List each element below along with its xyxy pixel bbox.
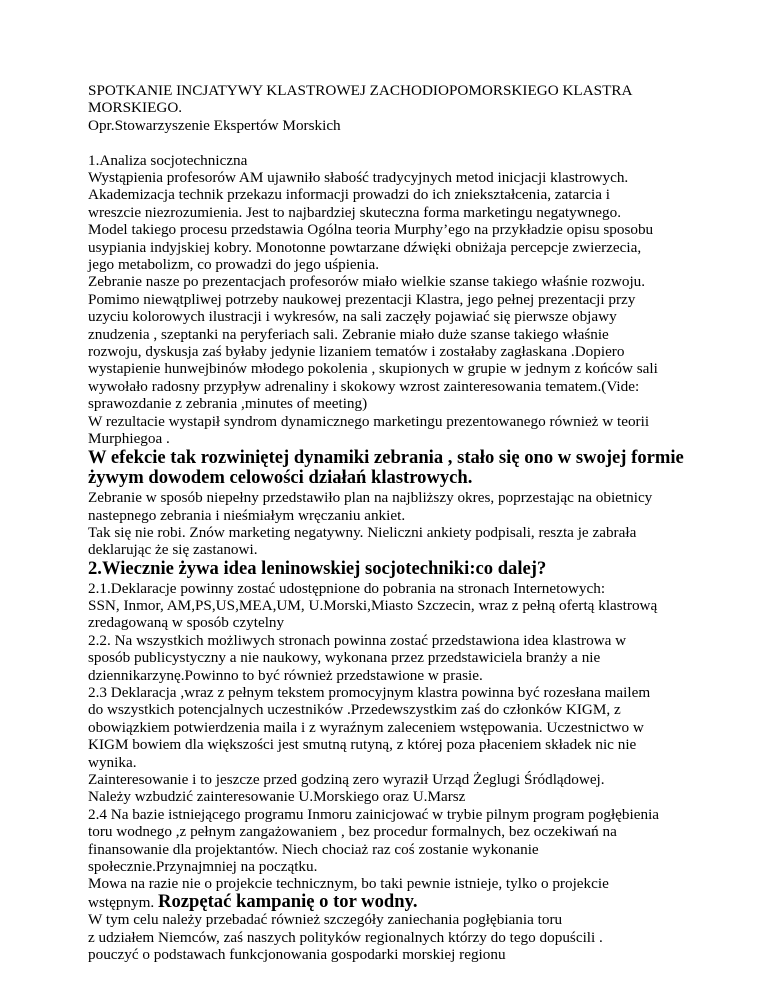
section-2-item-2 bbox=[88, 632, 728, 684]
document-title bbox=[88, 82, 728, 117]
section-1-paragraph-1 bbox=[88, 169, 728, 273]
text-line: zredagowaną w sposób czytelny bbox=[88, 614, 285, 632]
heading-line: W efekcie tak rozwiniętej dynamiki zebrania , stało się ono w swojej formie bbox=[88, 446, 684, 468]
text-line: dziennikarzynę.Powinno to być również przedstawione w prasie. bbox=[88, 666, 483, 684]
bold-heading bbox=[88, 448, 728, 490]
text-line: Mowa na razie nie o projekcie technicznym, bo taki pewnie istnieje, tylko o projekcie bbox=[88, 875, 609, 893]
heading-line: żywym dowodem celowości działań klastrowych. bbox=[88, 467, 473, 489]
text-line: sprawozdanie z zebrania ,minutes of meeting) bbox=[88, 395, 368, 413]
text-line: wreszcie niezrozumienia. Jest to najbardziej skuteczna forma marketingu negatywnego. bbox=[88, 203, 622, 221]
text-line: znudzenia , szeptanki na peryferiach sali. Zebranie miało duże szanse takiego właśnie bbox=[88, 325, 609, 343]
text-line: Zebranie w sposób niepełny przedstawiło plan na najbliższy okres, poprzestając na obietnicy bbox=[88, 489, 653, 507]
text-line: deklarując że się zastanowi. bbox=[88, 541, 258, 559]
text-line: finansowanie dla projektantów. Niech chociaż raz coś zostanie wykonanie bbox=[88, 840, 539, 858]
text-line: pouczyć o podstawach funkcjonowania gospodarki morskiej regionu bbox=[88, 946, 506, 964]
text-line: Tak się nie robi. Znów marketing negatywny. Nieliczni ankiety podpisali, reszta je zabrała bbox=[88, 523, 637, 541]
text-line: nastepnego zebrania i nieśmiałym wręczaniu ankiet. bbox=[88, 506, 406, 524]
section-2-final bbox=[88, 911, 728, 963]
text-line: sposób publicystyczny a nie naukowy, wykonana przez przedstawiciela branży a nie bbox=[88, 649, 601, 667]
text-fragment: wstępnym. bbox=[88, 893, 159, 911]
text-line: społecznie.Przynajmniej na początku. bbox=[88, 858, 318, 876]
text-line: KIGM bowiem dla większości jest smutną rutyną, z której poza płaceniem składek nic nie bbox=[88, 736, 637, 754]
blank-line bbox=[88, 134, 728, 151]
text-line: 2.1.Deklaracje powinny zostać udostępnione do pobrania na stronach Internetowych: bbox=[88, 579, 606, 597]
mixed-line bbox=[88, 890, 728, 912]
text-line: Należy wzbudzić zainteresowanie U.Morskiego oraz U.Marsz bbox=[88, 788, 466, 806]
text-line: Akademizacja technik przekazu informacji prowadzi do ich zniekształcenia, zatarcia i bbox=[88, 186, 611, 204]
text-line: wywołało radosny przypływ adrenaliny i skokowy wzrost zainteresowania tematem.(Vide: bbox=[88, 377, 640, 395]
text-line: wynika. bbox=[88, 753, 137, 771]
bold-callout: Rozpętać kampanię o tor wodny. bbox=[158, 890, 418, 912]
text-line: wystapienie hunwejbinów młodego pokolenia , skupionych w grupie w jednym z końców sali bbox=[88, 360, 658, 378]
section-1-paragraph-5 bbox=[88, 524, 728, 559]
text-line: Murphiegoa . bbox=[88, 430, 170, 448]
text-line: obowiązkiem potwierdzenia maila i z wyraźnym zaleceniem wstępowania. Uczestnictwo w bbox=[88, 718, 644, 736]
text-line: Wystąpienia profesorów AM ujawniło słabość tradycyjnych metod inicjacji klastrowych. bbox=[88, 169, 629, 187]
text-line: W tym celu należy przebadać również szczegóły zaniechania pogłębiania toru bbox=[88, 911, 563, 929]
author-line: Opr.Stowarzyszenie Ekspertów Morskich bbox=[88, 116, 341, 134]
section-1-paragraph-3 bbox=[88, 413, 728, 448]
section-2-title: 2.Wiecznie żywa idea leninowskiej socjotechniki:co dalej? bbox=[88, 557, 547, 579]
text-line: Pomimo niewątpliwej potrzeby naukowej prezentacji Klastra, jego pełnej prezentacji przy bbox=[88, 290, 636, 308]
text-line: toru wodnego ,z pełnym zangażowaniem , bez procedur formalnych, bez oczekiwań na bbox=[88, 823, 617, 841]
section-2-item-4-note bbox=[88, 875, 728, 911]
section-2-item-3 bbox=[88, 684, 728, 771]
text-line: Zainteresowanie i to jeszcze przed godziną zero wyraził Urząd Żeglugi Śródlądowej. bbox=[88, 771, 605, 788]
text-line: rozwoju, dyskusja zaś byłaby jedynie lizaniem tematów i zostałaby zagłaskana .Dopiero bbox=[88, 343, 625, 361]
text-line: SSN, Inmor, AM,PS,US,MEA,UM, U.Morski,Miasto Szczecin, wraz z pełną ofertą klastrową bbox=[88, 596, 658, 614]
text-line: W rezultacie wystapił syndrom dynamicznego marketingu prezentowanego również w teorii bbox=[88, 412, 650, 430]
text-line: 2.3 Deklaracja ,wraz z pełnym tekstem promocyjnym klastra powinna być rozesłana mailem bbox=[88, 683, 651, 701]
title-line: MORSKIEGO. bbox=[88, 99, 183, 117]
text-line: usypiania indyjskiej kobry. Monotonne powtarzane dźwięki obniżaja percepcje zwierzecia, bbox=[88, 238, 642, 256]
text-line: 2.4 Na bazie istniejącego programu Inmoru zainicjować w trybie pilnym program pogłębienia bbox=[88, 805, 660, 823]
text-line: jego metabolizm, co prowadzi do jego uśpienia. bbox=[88, 256, 380, 274]
text-line: z udziałem Niemców, zaś naszych polityków regionalnych którzy do tego dopuścili . bbox=[88, 928, 603, 946]
title-line: SPOTKANIE INCJATYWY KLASTROWEJ ZACHODIOPOMORSKIEGO KLASTRA bbox=[88, 82, 633, 99]
section-2-item-4 bbox=[88, 806, 728, 876]
text-line: do wszystkich potencjalnych uczestników .Przedewszystkim zaś do członków KIGM, z bbox=[88, 701, 621, 719]
document-page bbox=[88, 82, 728, 963]
text-line: uzyciu kolorowych ilustracji i wykresów, na sali zaczęły pojawiać się pierwsze objawy bbox=[88, 308, 617, 326]
text-line: 2.2. Na wszystkich możliwych stronach powinna zostać przedstawiona idea klastrowa w bbox=[88, 631, 627, 649]
section-1-title: 1.Analiza socjotechniczna bbox=[88, 151, 248, 169]
section-2-item-3-note bbox=[88, 771, 728, 806]
section-1-paragraph-2 bbox=[88, 273, 728, 412]
section-2-item-1 bbox=[88, 580, 728, 632]
text-line: Model takiego procesu przedstawia Ogólna teoria Murphy’ego na przykładzie opisu sposobu bbox=[88, 221, 654, 239]
section-1-paragraph-4 bbox=[88, 489, 728, 524]
text-line: Zebranie nasze po prezentacjach profesorów miało wielkie szanse takiego właśnie rozwoju. bbox=[88, 273, 646, 291]
